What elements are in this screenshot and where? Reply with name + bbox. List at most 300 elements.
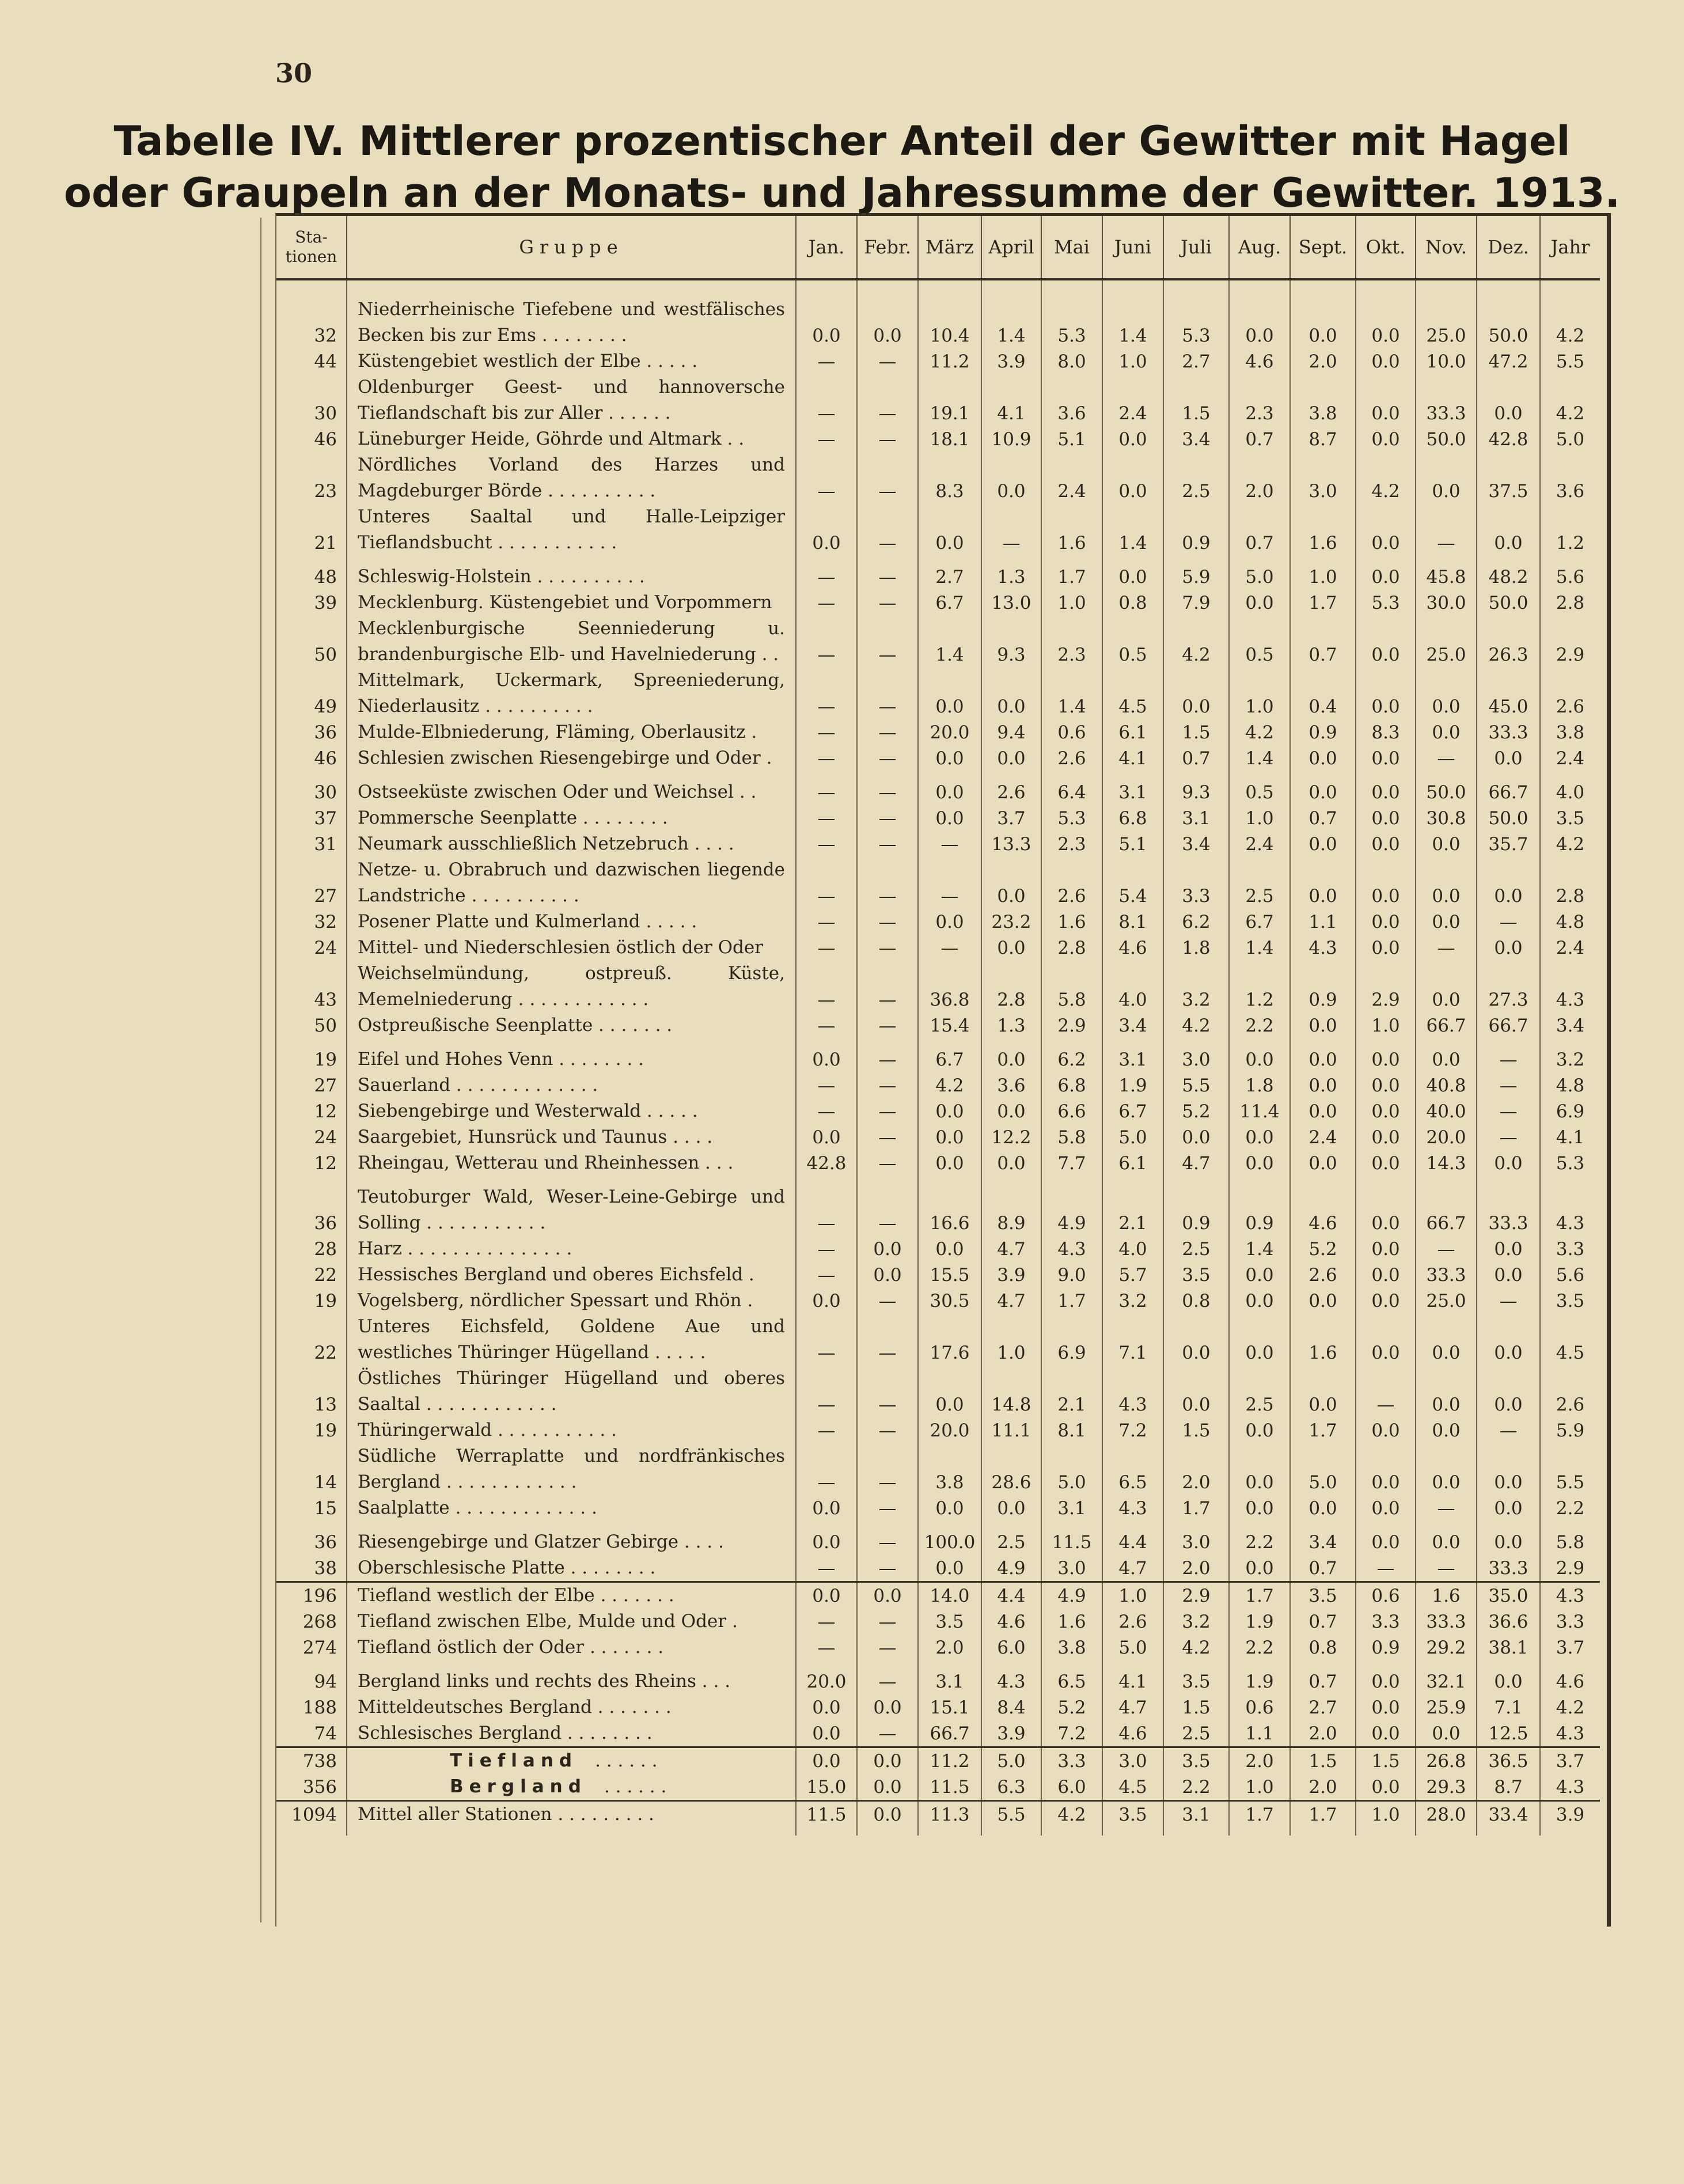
group-name: Vogelsberg, nördlicher Spessart und Rhön .: [347, 1288, 796, 1314]
month-value: 1.5: [1163, 374, 1229, 426]
month-value: 0.0: [857, 1582, 918, 1609]
month-value: 5.2: [1290, 1236, 1356, 1262]
month-value: —: [796, 1098, 857, 1124]
month-value: 5.3: [1356, 590, 1416, 616]
table-frame: [275, 213, 1611, 1927]
month-value: 6.1: [1102, 719, 1163, 745]
month-value: 0.0: [1290, 1495, 1356, 1521]
month-value: 25.0: [1416, 297, 1477, 348]
month-value: 35.0: [1477, 1582, 1540, 1609]
month-value: —: [1416, 745, 1477, 771]
station-count: 196: [276, 1582, 347, 1609]
header-month: Jan.: [796, 216, 857, 279]
month-value: 0.0: [1163, 668, 1229, 719]
month-value: 26.3: [1477, 616, 1540, 668]
group-name: Sauerland . . . . . . . . . . . . .: [347, 1072, 796, 1098]
group-name: Mittel aller Stationen . . . . . . . . .: [347, 1801, 796, 1828]
station-count: 1094: [276, 1801, 347, 1828]
table-row: [276, 374, 1600, 426]
month-value: 2.2: [1163, 1774, 1229, 1801]
month-value: 2.3: [1041, 616, 1102, 668]
group-name: Netze- u. Obrabruch und dazwischen liegende Landstriche . . . . . . . . . .: [347, 857, 796, 909]
month-value: 0.0: [1477, 504, 1540, 556]
month-value: 2.0: [1229, 1747, 1290, 1774]
year-value: 5.6: [1556, 1265, 1585, 1286]
month-value: —: [1416, 504, 1477, 556]
month-value: 3.0: [1290, 452, 1356, 504]
station-count: 74: [276, 1720, 347, 1747]
month-value: 0.0: [1290, 1046, 1356, 1072]
month-value: 11.4: [1229, 1098, 1290, 1124]
month-value: 13.3: [981, 831, 1041, 857]
month-value: 35.7: [1477, 831, 1540, 857]
year-value: 3.6: [1556, 481, 1585, 502]
table-row: [276, 805, 1600, 831]
month-value: 5.2: [1163, 1098, 1229, 1124]
table-row: [276, 1669, 1600, 1694]
month-value: 4.9: [981, 1555, 1041, 1582]
month-value: 3.3: [1163, 857, 1229, 909]
month-value: 1.0: [1229, 1774, 1290, 1801]
station-count: 15: [276, 1495, 347, 1521]
month-value: 10.9: [981, 426, 1041, 452]
month-value: 1.5: [1163, 1417, 1229, 1443]
table-row: [276, 1072, 1600, 1098]
month-value: —: [796, 348, 857, 374]
month-value: 2.2: [1229, 1013, 1290, 1038]
year-value: 2.6: [1556, 1394, 1585, 1415]
month-value: 20.0: [918, 1417, 981, 1443]
month-value: 3.5: [1163, 1747, 1229, 1774]
month-value: 0.0: [1229, 1288, 1290, 1314]
month-value: —: [857, 961, 918, 1013]
station-count: 36: [276, 719, 347, 745]
month-value: 1.6: [1290, 504, 1356, 556]
month-value: 2.6: [1041, 857, 1102, 909]
year-value: 2.6: [1556, 696, 1585, 717]
month-value: 3.9: [981, 1262, 1041, 1288]
month-value: —: [796, 909, 857, 935]
table-row: [276, 297, 1600, 348]
month-value: 6.3: [981, 1774, 1041, 1801]
month-value: —: [1477, 1124, 1540, 1150]
table-row: [276, 1098, 1600, 1124]
month-value: 2.6: [1290, 1262, 1356, 1288]
station-count: 32: [276, 297, 347, 348]
month-value: 8.3: [918, 452, 981, 504]
month-value: —: [796, 935, 857, 961]
month-value: 4.2: [1041, 1801, 1102, 1828]
month-value: 1.5: [1163, 1694, 1229, 1720]
month-value: 1.9: [1229, 1609, 1290, 1635]
month-value: —: [796, 1635, 857, 1660]
station-count: 50: [276, 616, 347, 668]
header-month: Sept.: [1290, 216, 1356, 279]
month-value: 9.3: [981, 616, 1041, 668]
month-value: —: [796, 1609, 857, 1635]
month-value: 0.0: [1356, 1495, 1416, 1521]
table-row: [276, 961, 1600, 1013]
month-value: 5.0: [1102, 1635, 1163, 1660]
month-value: 6.0: [1041, 1774, 1102, 1801]
month-value: 0.0: [1416, 1366, 1477, 1417]
month-value: 0.0: [981, 452, 1041, 504]
month-value: —: [796, 590, 857, 616]
spacer-row: [276, 771, 1600, 779]
month-value: 0.0: [1229, 1495, 1290, 1521]
month-value: 5.0: [981, 1747, 1041, 1774]
month-value: 0.8: [1163, 1288, 1229, 1314]
month-value: 11.2: [918, 348, 981, 374]
month-value: 0.0: [1416, 857, 1477, 909]
month-value: 1.6: [1041, 504, 1102, 556]
month-value: 3.4: [1163, 426, 1229, 452]
month-value: 0.9: [1229, 1184, 1290, 1236]
month-value: 0.0: [1477, 1314, 1540, 1366]
month-value: 66.7: [918, 1720, 981, 1747]
group-name: Weichselmündung, ostpreuß. Küste, Memelniederung . . . . . . . . . . . .: [347, 961, 796, 1013]
table-row: [276, 1417, 1600, 1443]
group-name: Mitteldeutsches Bergland . . . . . . .: [347, 1694, 796, 1720]
month-value: 45.0: [1477, 668, 1540, 719]
month-value: —: [857, 1184, 918, 1236]
year-value: 2.9: [1556, 1558, 1585, 1579]
month-value: 12.5: [1477, 1720, 1540, 1747]
month-value: 0.0: [1163, 1366, 1229, 1417]
month-value: 3.4: [1163, 831, 1229, 857]
month-value: 0.7: [1290, 805, 1356, 831]
year-value: 3.7: [1540, 1747, 1600, 1774]
month-value: 2.2: [1229, 1635, 1290, 1660]
station-count: 23: [276, 452, 347, 504]
month-value: —: [796, 668, 857, 719]
month-value: 0.0: [1229, 1046, 1290, 1072]
month-value: 66.7: [1477, 779, 1540, 805]
month-value: 4.6: [1290, 1184, 1356, 1236]
month-value: 4.2: [1163, 616, 1229, 668]
month-value: 3.4: [1290, 1529, 1356, 1555]
month-value: 0.9: [1163, 504, 1229, 556]
month-value: 1.1: [1290, 909, 1356, 935]
month-value: 25.9: [1416, 1694, 1477, 1720]
year-value: 3.9: [1540, 1801, 1600, 1828]
month-value: —: [857, 1443, 918, 1495]
month-value: 0.0: [1290, 831, 1356, 857]
month-value: 29.2: [1416, 1635, 1477, 1660]
month-value: 0.0: [1356, 564, 1416, 590]
month-value: 0.0: [1477, 1669, 1540, 1694]
group-name-dots: . . . . . .: [604, 1776, 667, 1797]
month-value: 0.0: [1356, 831, 1416, 857]
month-value: 1.9: [1102, 1072, 1163, 1098]
month-value: —: [857, 935, 918, 961]
month-value: 4.0: [1102, 961, 1163, 1013]
month-value: 0.0: [918, 1495, 981, 1521]
month-value: 2.8: [981, 961, 1041, 1013]
station-count: 49: [276, 668, 347, 719]
month-value: 14.0: [918, 1582, 981, 1609]
station-count: 188: [276, 1694, 347, 1720]
month-value: 0.0: [1102, 452, 1163, 504]
spacer-row: [276, 1038, 1600, 1046]
month-value: 0.0: [1102, 426, 1163, 452]
year-value: 4.8: [1556, 1075, 1585, 1096]
month-value: 0.0: [1416, 1720, 1477, 1747]
station-count: 36: [276, 1184, 347, 1236]
table-row: [276, 1774, 1600, 1801]
station-count: 31: [276, 831, 347, 857]
month-value: 2.5: [1163, 1236, 1229, 1262]
month-value: 0.0: [918, 1555, 981, 1582]
month-value: 4.1: [1102, 745, 1163, 771]
month-value: 7.2: [1102, 1417, 1163, 1443]
month-value: —: [796, 1013, 857, 1038]
station-count: 37: [276, 805, 347, 831]
month-value: 0.0: [1290, 297, 1356, 348]
month-value: —: [857, 745, 918, 771]
month-value: —: [796, 1072, 857, 1098]
table-row: [276, 590, 1600, 616]
month-value: 2.4: [1041, 452, 1102, 504]
table-row: [276, 1495, 1600, 1521]
month-value: 3.8: [1290, 374, 1356, 426]
month-value: 2.1: [1041, 1366, 1102, 1417]
month-value: 0.0: [796, 1046, 857, 1072]
month-value: 1.6: [1041, 1609, 1102, 1635]
month-value: 0.0: [857, 297, 918, 348]
month-value: 37.5: [1477, 452, 1540, 504]
month-value: 2.9: [1163, 1582, 1229, 1609]
month-value: —: [857, 374, 918, 426]
month-value: 0.0: [1356, 374, 1416, 426]
table-row: [276, 1184, 1600, 1236]
table-row: [276, 1720, 1600, 1747]
month-value: —: [857, 564, 918, 590]
month-value: —: [796, 452, 857, 504]
month-value: 4.2: [1356, 452, 1416, 504]
station-count: 28: [276, 1236, 347, 1262]
month-value: 0.0: [918, 779, 981, 805]
month-value: 1.4: [1102, 504, 1163, 556]
month-value: 0.0: [1229, 1124, 1290, 1150]
table-row: [276, 779, 1600, 805]
spacer-row: [276, 1660, 1600, 1669]
month-value: 3.3: [1356, 1609, 1416, 1635]
month-value: 32.1: [1416, 1669, 1477, 1694]
station-count: 274: [276, 1635, 347, 1660]
month-value: 0.0: [1290, 1098, 1356, 1124]
month-value: 4.2: [1163, 1635, 1229, 1660]
month-value: —: [796, 1443, 857, 1495]
month-value: 2.7: [1163, 348, 1229, 374]
year-value: 2.2: [1556, 1498, 1585, 1519]
group-name: Rheingau, Wetterau und Rheinhessen . . .: [347, 1150, 796, 1176]
month-value: —: [857, 590, 918, 616]
month-value: 0.0: [1416, 909, 1477, 935]
group-name: Thüringerwald . . . . . . . . . . .: [347, 1417, 796, 1443]
month-value: 0.0: [1416, 1443, 1477, 1495]
table-title: [0, 115, 1684, 219]
month-value: 13.0: [981, 590, 1041, 616]
month-value: 6.6: [1041, 1098, 1102, 1124]
month-value: 6.4: [1041, 779, 1102, 805]
month-value: —: [796, 1314, 857, 1366]
station-count: 50: [276, 1013, 347, 1038]
month-value: 50.0: [1416, 426, 1477, 452]
month-value: —: [1416, 1236, 1477, 1262]
table-row: [276, 1236, 1600, 1262]
year-value: 3.3: [1556, 1612, 1585, 1632]
group-name: Mittelmark, Uckermark, Spreeniederung, Niederlausitz . . . . . . . . . .: [347, 668, 796, 719]
month-value: 28.6: [981, 1443, 1041, 1495]
month-value: 20.0: [1416, 1124, 1477, 1150]
month-value: —: [857, 1124, 918, 1150]
station-count: 48: [276, 564, 347, 590]
month-value: 0.0: [1356, 1443, 1416, 1495]
month-value: 0.6: [1041, 719, 1102, 745]
month-value: —: [857, 452, 918, 504]
month-value: 0.0: [918, 1124, 981, 1150]
month-value: 38.1: [1477, 1635, 1540, 1660]
month-value: 2.6: [1041, 745, 1102, 771]
month-value: —: [857, 1098, 918, 1124]
month-value: —: [857, 857, 918, 909]
month-value: 3.5: [1163, 1262, 1229, 1288]
month-value: 1.6: [1416, 1582, 1477, 1609]
month-value: 0.0: [857, 1694, 918, 1720]
month-value: 0.0: [1477, 1529, 1540, 1555]
station-count: 46: [276, 745, 347, 771]
month-value: 1.7: [1041, 564, 1102, 590]
station-count: 36: [276, 1529, 347, 1555]
year-value: 6.9: [1556, 1101, 1585, 1122]
month-value: 42.8: [1477, 426, 1540, 452]
station-count: 27: [276, 857, 347, 909]
month-value: —: [796, 1417, 857, 1443]
month-value: 3.5: [918, 1609, 981, 1635]
group-name: Siebengebirge und Westerwald . . . . .: [347, 1098, 796, 1124]
month-value: 1.7: [1229, 1582, 1290, 1609]
month-value: 4.6: [1229, 348, 1290, 374]
group-name: Hessisches Bergland und oberes Eichsfeld .: [347, 1262, 796, 1288]
month-value: —: [918, 831, 981, 857]
group-name: Tiefland östlich der Oder . . . . . . .: [347, 1635, 796, 1660]
month-value: 0.0: [1356, 1288, 1416, 1314]
month-value: 1.9: [1229, 1669, 1290, 1694]
month-value: 42.8: [796, 1150, 857, 1176]
month-value: 0.7: [1290, 1669, 1356, 1694]
month-value: 8.7: [1290, 426, 1356, 452]
month-value: 15.4: [918, 1013, 981, 1038]
month-value: 0.0: [981, 857, 1041, 909]
month-value: 3.8: [1041, 1635, 1102, 1660]
month-value: 5.5: [981, 1801, 1041, 1828]
station-count: 30: [276, 374, 347, 426]
group-name: Südliche Werraplatte und nordfränkisches Bergland . . . . . . . . . . . .: [347, 1443, 796, 1495]
month-value: —: [857, 1072, 918, 1098]
month-value: 2.4: [1229, 831, 1290, 857]
month-value: 4.5: [1102, 668, 1163, 719]
month-value: 66.7: [1416, 1184, 1477, 1236]
month-value: 0.0: [1477, 1495, 1540, 1521]
year-value: 4.6: [1556, 1671, 1585, 1692]
month-value: —: [857, 1669, 918, 1694]
left-margin-rule: [260, 218, 261, 1923]
header-month: Dez.: [1477, 216, 1540, 279]
page-number: 30: [275, 58, 313, 89]
month-value: 0.0: [1477, 1366, 1540, 1417]
month-value: —: [857, 831, 918, 857]
station-count: 22: [276, 1262, 347, 1288]
month-value: 3.0: [1041, 1555, 1102, 1582]
month-value: 100.0: [918, 1529, 981, 1555]
month-value: —: [918, 935, 981, 961]
month-value: 2.0: [1290, 1720, 1356, 1747]
month-value: 0.0: [1477, 935, 1540, 961]
month-value: 0.0: [1356, 297, 1416, 348]
month-value: 1.0: [1229, 805, 1290, 831]
month-value: 15.0: [796, 1774, 857, 1801]
group-name: Küstengebiet westlich der Elbe . . . . .: [347, 348, 796, 374]
month-value: 12.2: [981, 1124, 1041, 1150]
month-value: 0.0: [981, 1046, 1041, 1072]
group-name: Schlesisches Bergland . . . . . . . .: [347, 1720, 796, 1747]
table-row: [276, 1262, 1600, 1288]
month-value: 0.0: [1356, 935, 1416, 961]
month-value: 11.2: [918, 1747, 981, 1774]
month-value: 2.0: [1163, 1555, 1229, 1582]
table-row: [276, 1555, 1600, 1582]
group-name: Unteres Eichsfeld, Goldene Aue und westliches Thüringer Hügelland . . . . .: [347, 1314, 796, 1366]
station-count: 32: [276, 909, 347, 935]
month-value: 66.7: [1416, 1013, 1477, 1038]
month-value: 0.9: [1356, 1635, 1416, 1660]
month-value: 2.5: [981, 1529, 1041, 1555]
station-count: 30: [276, 779, 347, 805]
month-value: 0.0: [857, 1236, 918, 1262]
month-value: 0.0: [796, 1720, 857, 1747]
year-value: 2.9: [1556, 644, 1585, 665]
month-value: 0.0: [1416, 961, 1477, 1013]
month-value: 1.4: [1041, 668, 1102, 719]
table-row: [276, 1288, 1600, 1314]
table-row: [276, 1609, 1600, 1635]
group-name: Nördliches Vorland des Harzes und Magdeburger Börde . . . . . . . . . .: [347, 452, 796, 504]
month-value: —: [857, 805, 918, 831]
month-value: —: [1477, 909, 1540, 935]
month-value: —: [857, 1417, 918, 1443]
month-value: 4.6: [981, 1609, 1041, 1635]
group-name: Oldenburger Geest- und hannoversche Tieflandschaft bis zur Aller . . . . . .: [347, 374, 796, 426]
header-month: Nov.: [1416, 216, 1477, 279]
month-value: 0.0: [918, 745, 981, 771]
month-value: 20.0: [796, 1669, 857, 1694]
group-name: Östliches Thüringer Hügelland und oberes Saaltal . . . . . . . . . . . .: [347, 1366, 796, 1417]
month-value: 1.7: [1163, 1495, 1229, 1521]
month-value: 0.0: [1290, 1288, 1356, 1314]
month-value: 1.3: [981, 564, 1041, 590]
month-value: 1.8: [1229, 1072, 1290, 1098]
month-value: —: [796, 564, 857, 590]
month-value: 2.0: [1163, 1443, 1229, 1495]
month-value: 50.0: [1477, 805, 1540, 831]
month-value: 6.5: [1102, 1443, 1163, 1495]
group-name-label: Bergland: [450, 1776, 587, 1797]
month-value: 1.3: [981, 1013, 1041, 1038]
group-name: Oberschlesische Platte . . . . . . . .: [347, 1555, 796, 1582]
group-name: Tiefland westlich der Elbe . . . . . . .: [347, 1582, 796, 1609]
station-count: 21: [276, 504, 347, 556]
